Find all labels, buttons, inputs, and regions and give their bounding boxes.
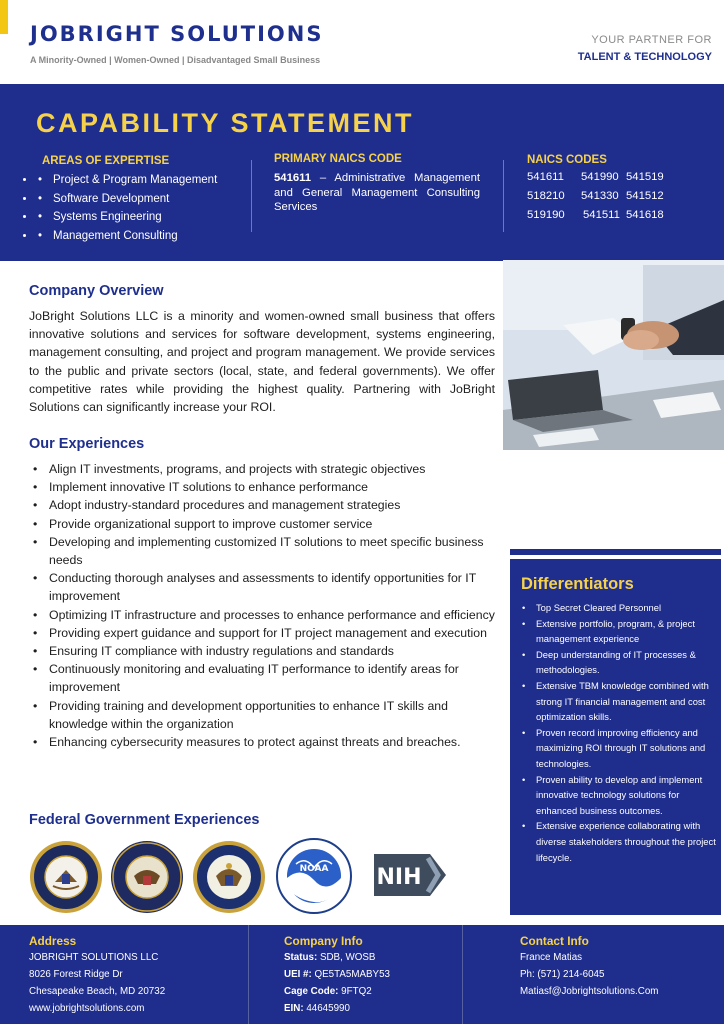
uei-value: QE5TA5MABY53 <box>311 969 390 980</box>
noaa-seal-icon <box>276 838 352 914</box>
house-seal-icon <box>110 840 184 914</box>
website-link[interactable]: www.jobrightsolutions.com <box>29 1003 145 1014</box>
naics-code: 541330 <box>581 190 619 202</box>
experience-item: • Optimizing IT infrastructure and processes to enhance performance and efficiency <box>32 606 502 624</box>
experience-item: • Provide organizational support to improve customer service <box>32 515 502 533</box>
address-line: Chesapeake Beach, MD 20732 <box>29 986 166 997</box>
experience-item: • Developing and implementing customized IT solutions to meet specific business needs <box>32 533 502 569</box>
differentiators-title: Differentiators <box>521 575 634 593</box>
brand-name: JOBRIGHT SOLUTIONS <box>30 22 324 46</box>
contact-phone[interactable]: Ph: (571) 214-6045 <box>520 969 605 980</box>
cage-line <box>284 986 372 997</box>
differentiator-item: • Deep understanding of IT processes & methodologies. <box>521 647 717 678</box>
experiences-title: Our Experiences <box>29 436 145 452</box>
experience-item: • Conducting thorough analyses and assessments to identify opportunities for IT improvement <box>32 569 502 605</box>
contact-email[interactable]: Matiasf@Jobrightsolutions.Com <box>520 986 659 997</box>
address-title: Address <box>29 934 77 948</box>
uei-label: UEI #: <box>284 969 312 980</box>
ein-label: EIN: <box>284 1003 304 1014</box>
handshake-illustration <box>503 260 724 450</box>
naics-code: 541618 <box>626 209 664 221</box>
company-info-title: Company Info <box>284 934 363 948</box>
svg-text:NOAA: NOAA <box>299 864 329 874</box>
expertise-item: • • Project & Program Management <box>36 174 217 193</box>
partner-line-1: YOUR PARTNER FOR <box>591 34 712 46</box>
address-line: 8026 Forest Ridge Dr <box>29 969 123 980</box>
status-line <box>284 952 375 963</box>
navy-seal-icon <box>29 840 103 914</box>
primary-naics-code: 541611 <box>274 172 312 184</box>
contact-info-title: Contact Info <box>520 934 589 948</box>
status-label: Status: <box>284 952 318 963</box>
experience-item: • Implement innovative IT solutions to enhance performance <box>32 478 502 496</box>
federal-title: Federal Government Experiences <box>29 812 260 828</box>
differentiator-item: • Extensive TBM knowledge combined with strong IT financial management and cost optimization skills. <box>521 678 717 725</box>
experience-item: • Providing expert guidance and support for IT project management and execution <box>32 624 502 642</box>
partner-line-2: TALENT & TECHNOLOGY <box>577 51 712 63</box>
experience-item: • Enhancing cybersecurity measures to protect against threats and breaches. <box>32 733 502 751</box>
differentiator-item: • Top Secret Cleared Personnel <box>521 600 717 616</box>
differentiator-item: • Proven record improving efficiency and maximizing ROI through IT solutions and technologies. <box>521 725 717 772</box>
state-department-seal-icon <box>192 840 266 914</box>
experiences-list <box>32 460 502 751</box>
expertise-item: • • Systems Engineering <box>36 211 217 230</box>
overview-title: Company Overview <box>29 283 164 299</box>
differentiators-list <box>521 600 717 865</box>
naics-code: 541511 <box>583 209 620 221</box>
experience-item: • Continuously monitoring and evaluating IT performance to identify areas for improvement <box>32 660 502 696</box>
naics-code: 518210 <box>527 190 565 202</box>
naics-code: 541990 <box>581 171 619 183</box>
primary-naics-title: PRIMARY NAICS CODE <box>274 153 402 165</box>
handshake-photo <box>503 260 724 450</box>
experience-item: • Align IT investments, programs, and projects with strategic objectives <box>32 460 502 478</box>
naics-code: 541519 <box>626 171 664 183</box>
capability-title: CAPABILITY STATEMENT <box>36 108 414 138</box>
expertise-item: • • Software Development <box>36 193 217 212</box>
naics-codes-title: NAICS CODES <box>527 154 607 166</box>
ein-line <box>284 1003 350 1014</box>
naics-code: 541512 <box>626 190 664 202</box>
expertise-list <box>36 174 217 248</box>
differentiators-top-bar <box>510 549 721 555</box>
nih-logo-text: NIH <box>376 865 422 890</box>
contact-name: France Matias <box>520 952 583 963</box>
differentiator-item: • Extensive experience collaborating with diverse stakeholders throughout the project lifecycle. <box>521 818 717 865</box>
primary-naics-text <box>274 171 480 215</box>
naics-code: 541611 <box>527 171 564 183</box>
cage-value: 9FTQ2 <box>338 986 372 997</box>
expertise-item: • • Management Consulting <box>36 230 217 249</box>
differentiator-item: • Extensive portfolio, program, & project management experience <box>521 616 717 647</box>
naics-code: 519190 <box>527 209 565 221</box>
footer-divider <box>462 925 463 1024</box>
ein-value: 44645990 <box>303 1003 350 1014</box>
footer-divider <box>248 925 249 1024</box>
overview-text: JoBright Solutions LLC is a minority and women-owned small business that offers innovative solutions and services for software development, systems engineering, management consulting, and project and program management. We provide services to the public and private sectors (local, state, and federal governments). We offer competitive rates while providing the highest quality. Partnering with JoBright Solutions can significantly increase your ROI. <box>29 309 495 415</box>
brand-tagline: A Minority-Owned | Women-Owned | Disadvantaged Small Business <box>30 55 321 65</box>
status-value: SDB, WOSB <box>317 952 376 963</box>
experience-item: • Adopt industry-standard procedures and management strategies <box>32 496 502 514</box>
experience-item: • Providing training and development opportunities to enhance IT skills and knowledge within the organization <box>32 697 502 733</box>
address-line: JOBRIGHT SOLUTIONS LLC <box>29 952 159 963</box>
cage-label: Cage Code: <box>284 986 339 997</box>
uei-line <box>284 969 390 980</box>
band-divider <box>503 160 504 232</box>
primary-naics-desc: – Administrative Management and General Management Consulting Services <box>274 172 480 213</box>
experience-item: • Ensuring IT compliance with industry regulations and standards <box>32 642 502 660</box>
differentiator-item: • Proven ability to develop and implement innovative technology solutions for enhanced business outcomes. <box>521 772 717 819</box>
band-divider <box>251 160 252 232</box>
expertise-title: AREAS OF EXPERTISE <box>42 155 170 167</box>
nih-logo-icon <box>372 850 448 900</box>
top-accent-bar <box>0 0 8 34</box>
